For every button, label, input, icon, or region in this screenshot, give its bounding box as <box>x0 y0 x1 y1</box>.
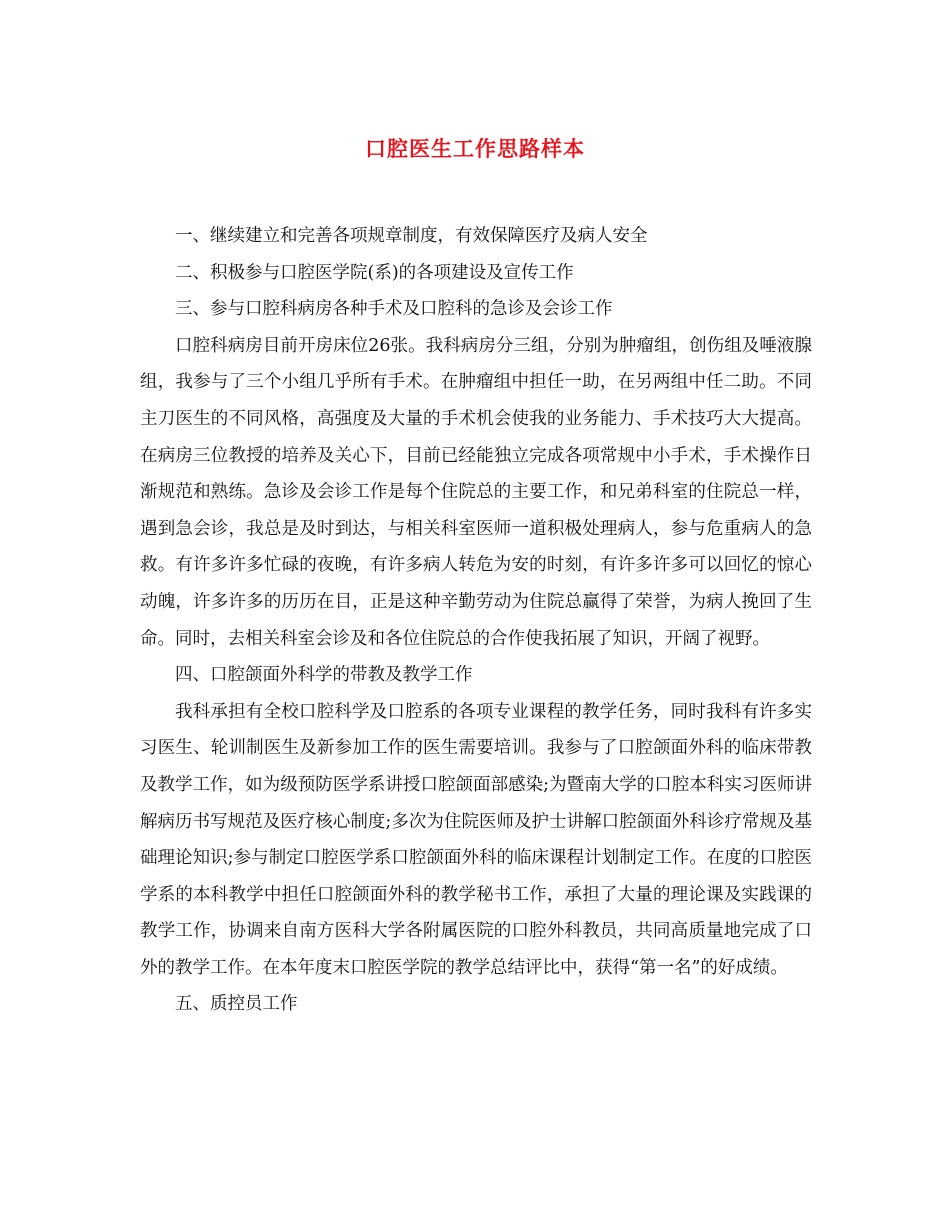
body-paragraph-teaching-work: 我科承担有全校口腔科学及口腔系的各项专业课程的教学任务，同时我科有许多实习医生、轮训制医生及新参加工作的医生需要培训。我参与了口腔颌面外科的临床带教及教学工作，如为级预防医学系讲授口腔颌面部感染;为暨南大学的口腔本科实习医师讲解病历书写规范及医疗核心制度;多次为住院医师及护士讲解口腔颌面外科诊疗常规及基础理论知识;参与制定口腔医学系口腔颌面外科的临床课程计划制定工作。在度的口腔医学系的本科教学中担任口腔颌面外科的教学秘书工作，承担了大量的理论课及实践课的教学工作，协调来自南方医科大学各附属医院的口腔外科教员，共同高质量地完成了口外的教学工作。在本年度末口腔医学院的教学总结评比中，获得“第一名”的好成绩。 <box>140 701 812 978</box>
heading-item-3: 三、参与口腔科病房各种手术及口腔科的急诊及会诊工作 <box>175 299 613 320</box>
heading-item-2: 二、积极参与口腔医学院(系)的各项建设及宣传工作 <box>175 262 574 283</box>
page-title: 口腔医生工作思路样本 <box>365 136 585 161</box>
heading-item-1: 一、继续建立和完善各项规章制度，有效保障医疗及病人安全 <box>175 226 648 246</box>
document-body <box>140 218 812 1023</box>
heading-item-4: 四、口腔颌面外科学的带教及教学工作 <box>175 665 473 686</box>
heading-item-5: 五、质控员工作 <box>175 994 298 1015</box>
body-paragraph-ward-work: 口腔科病房目前开房床位26张。我科病房分三组，分别为肿瘤组，创伤组及唾液腺组，我参与了三个小组几乎所有手术。在肿瘤组中担任一助，在另两组中任二助。不同主刀医生的不同风格，高强度及大量的手术机会使我的业务能力、手术技巧大大提高。在病房三位教授的培养及关心下，目前已经能独立完成各项常规中小手术，手术操作日渐规范和熟练。急诊及会诊工作是每个住院总的主要工作，和兄弟科室的住院总一样，遇到急会诊，我总是及时到达，与相关科室医师一道积极处理病人，参与危重病人的急救。有许多许多忙碌的夜晚，有许多病人转危为安的时刻，有许多许多可以回忆的惊心动魄，许多许多的历历在目，正是这种辛勤劳动为住院总赢得了荣誉，为病人挽回了生命。同时，去相关科室会诊及和各位住院总的合作使我拓展了知识，开阔了视野。 <box>140 335 812 649</box>
